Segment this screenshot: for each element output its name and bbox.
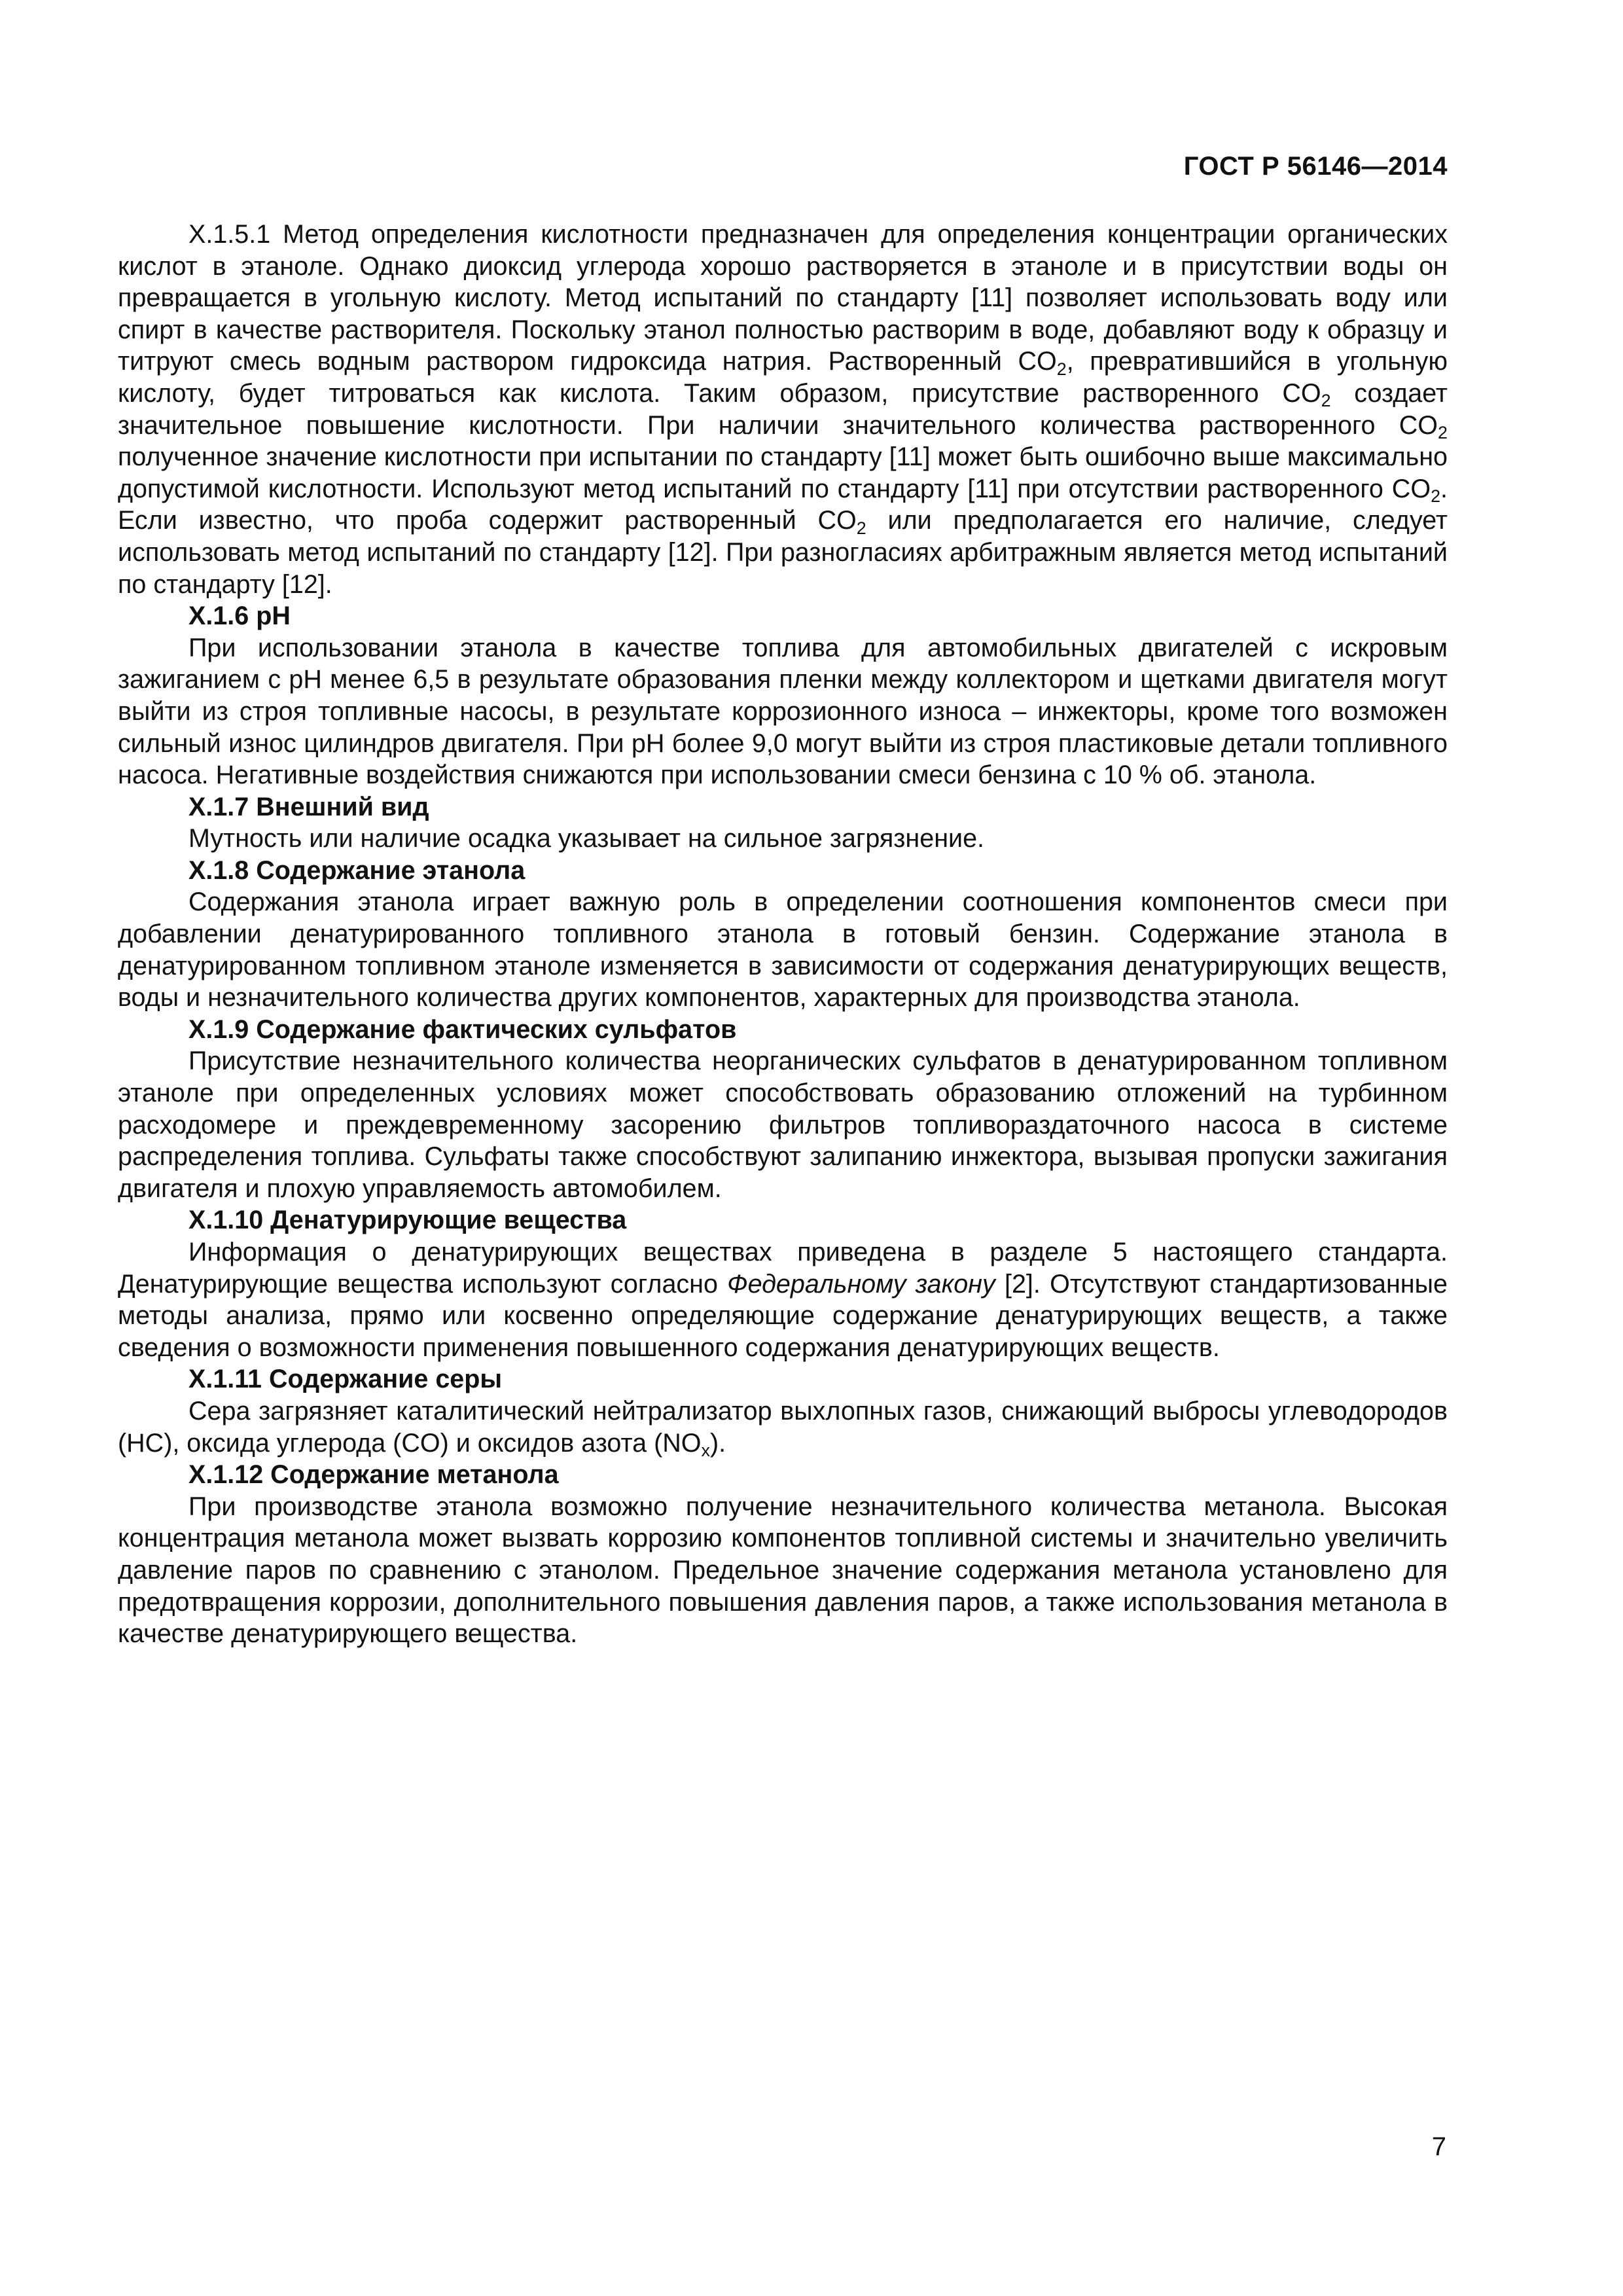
subscript: 2 bbox=[1321, 391, 1331, 411]
italic-text: Федеральному закону bbox=[727, 1269, 995, 1299]
section-heading-x18: Х.1.8 Содержание этанола bbox=[188, 855, 526, 885]
document-header: ГОСТ Р 56146—2014 bbox=[1183, 152, 1448, 181]
paragraph-x151 bbox=[118, 219, 1448, 600]
section-heading-x112: Х.1.12 Содержание метанола bbox=[188, 1460, 559, 1490]
subscript: 2 bbox=[1438, 423, 1448, 443]
text-span: . Если известно, что проба содержит растворенный CO bbox=[118, 474, 1448, 535]
text-span: полученное значение кислотности при испытании по стандарту [11] может быть ошибочно выше максимально допустимой кислотности. Используют метод испытаний по стандарту [11] при отсутствии растворенного CO bbox=[118, 442, 1448, 503]
paragraph-x112: При производстве этанола возможно получение незначительного количества метанола. Высокая концентрация метанола может вызвать коррозию компонентов топливной системы и значительно увеличить давление паров по сравнению с этанолом. Предельное значение содержания метанола установлено для предотвращения коррозии, дополнительного повышения давления паров, а также использования метанола в качестве денатурирующего вещества. bbox=[118, 1492, 1448, 1649]
text-span: или предполагается его наличие, следует использовать метод испытаний по стандарту [12]. При разногласиях арбитражным является метод испытаний по стандарту [12]. bbox=[118, 506, 1448, 599]
subscript: x bbox=[701, 1441, 710, 1461]
paragraph-x16: При использовании этанола в качестве топлива для автомобильных двигателей с искровым зажиганием с pH менее 6,5 в результате образования пленки между коллектором и щетками двигателя могут выйти из строя топливные насосы, в результате коррозионного износа – инжекторы, кроме того возможен сильный износ цилиндров двигателя. При pH более 9,0 могут выйти из строя пластиковые детали топливного насоса. Негативные воздействия снижаются при использовании смеси бензина с 10 % об. этанола. bbox=[118, 633, 1448, 790]
paragraph-x17: Мутность или наличие осадка указывает на сильное загрязнение. bbox=[188, 824, 985, 853]
text-span: Х.1.5.1 Метод определения кислотности предназначен для определения концентрации органических кислот в этаноле. Однако диоксид углерода хорошо растворяется в этаноле и в присутствии воды он превращается в угольную кислоту. Метод испытаний по стандарту [11] позволяет использовать воду или спирт в качестве растворителя. Поскольку этанол полностью растворим в воде, добавляют воду к образцу и титруют смесь водным раствором гидроксида натрия. Растворенный CO bbox=[118, 220, 1448, 376]
section-heading-x16: Х.1.6 pH bbox=[188, 601, 291, 631]
text-span: создает значительное повышение кислотности. При наличии значительного количества растворенного CO bbox=[118, 378, 1448, 440]
section-heading-x111: Х.1.11 Содержание серы bbox=[188, 1365, 503, 1394]
document-body bbox=[118, 219, 1448, 1650]
text-span: ). bbox=[709, 1428, 726, 1458]
page-number: 7 bbox=[1431, 2132, 1446, 2161]
subscript: 2 bbox=[1056, 359, 1067, 379]
paragraph-x18: Содержания этанола играет важную роль в определении соотношения компонентов смеси при добавлении денатурированного топливного этанола в готовый бензин. Содержание этанола в денатурированном топливном этаноле изменяется в зависимости от содержания денатурирующих веществ, воды и незначительного количества других компонентов, характерных для производства этанола. bbox=[118, 888, 1448, 1013]
text-span: Информация о денатурирующих веществах приведена в разделе 5 настоящего стандарта. Денатурирующие вещества используют согласно bbox=[118, 1238, 1448, 1299]
text-span: , превратившийся в угольную кислоту, будет титроваться как кислота. Таким образом, присутствие растворенного CO bbox=[118, 347, 1448, 408]
paragraph-x110 bbox=[118, 1236, 1448, 1363]
paragraph-x19: Присутствие незначительного количества неорганических сульфатов в денатурированном топливном этаноле при определенных условиях может способствовать образованию отложений на турбинном расходомере и преждевременному засорению фильтров топливораздаточного насоса в системе распределения топлива. Сульфаты также способствуют залипанию инжектора, вызывая пропуски зажигания двигателя и плохую управляемость автомобилем. bbox=[118, 1047, 1448, 1203]
section-heading-x19: Х.1.9 Содержание фактических сульфатов bbox=[188, 1014, 737, 1044]
text-span: [2]. Отсутствуют стандартизованные методы анализа, прямо или косвенно определяющие содержание денатурирующих веществ, а также сведения о возможности применения повышенного содержания денатурирующих веществ. bbox=[118, 1269, 1448, 1362]
subscript: 2 bbox=[1431, 486, 1441, 507]
section-heading-x17: Х.1.7 Внешний вид bbox=[188, 792, 429, 821]
subscript: 2 bbox=[856, 518, 866, 538]
paragraph-x111 bbox=[118, 1395, 1448, 1459]
section-heading-x110: Х.1.10 Денатурирующие вещества bbox=[188, 1206, 627, 1235]
text-span: Сера загрязняет каталитический нейтрализатор выхлопных газов, снижающий выбросы углеводородов (HC), оксида углерода (CO) и оксидов азота (NO bbox=[118, 1396, 1448, 1458]
